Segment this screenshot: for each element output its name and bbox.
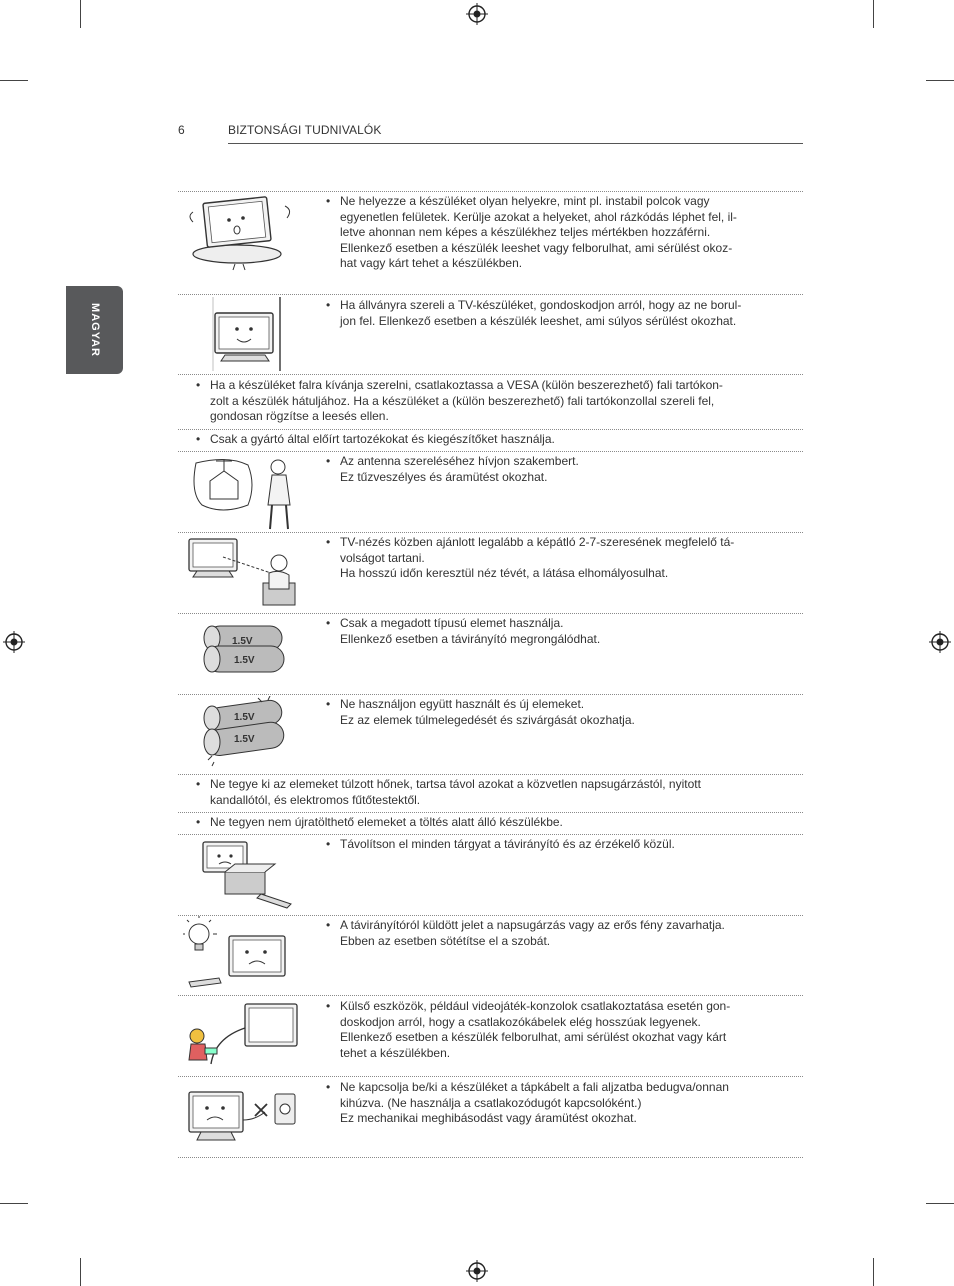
row-divider [178, 834, 803, 835]
safety-item: • Az antenna szereléséhez hívjon szakembert. Ez tűzveszélyes és áramütést okozhat. [326, 454, 579, 484]
viewing-distance-illustration [183, 533, 298, 611]
safety-item: • Ha állványra szereli a TV-készüléket, gondoskodjon arról, hogy az ne borul- jon fel. Ellenkező esetben a készülék leeshet, ami súlyos sérülést okozhat. [326, 298, 742, 328]
row-divider [178, 995, 803, 996]
row-divider [178, 451, 803, 452]
safety-item: • Ne tegye ki az elemeket túlzott hőnek, tartsa távol azokat a közvetlen napsugárzástól, nyitott kandallótól, és elektromos fűtőtestektől. [196, 777, 701, 807]
bullet-icon: • [326, 999, 331, 1013]
tv-on-stand-illustration [195, 295, 295, 373]
bullet-icon: • [326, 454, 331, 468]
safety-item: • Ne helyezze a készüléket olyan helyekre, mint pl. instabil polcok vagy egyenetlen felületek. Kerülje azokat a helyeket, ahol rázkódás léphet fel, il- letve ahonnan nem képes a készülékhez teljes mértékben hozzáférni. Ellenkező esetben a készülék leeshet vagy felborulhat, ami sérülést okoz- hat vagy kárt tehet a készülékben. [326, 194, 737, 271]
row-divider [178, 774, 803, 775]
remote-obstruction-illustration [195, 838, 300, 910]
row-divider [178, 374, 803, 375]
crop-mark [0, 80, 28, 81]
row-divider [178, 613, 803, 614]
registration-mark-icon [929, 631, 951, 653]
page-number: 6 [178, 123, 185, 137]
bullet-icon: • [326, 194, 331, 208]
bullet-icon: • [196, 777, 201, 791]
crop-mark [80, 1258, 81, 1286]
safety-item: • Ha a készüléket falra kívánja szerelni, csatlakoztassa a VESA (külön beszerezhető) fali tartókon- zolt a készülék hátuljához. Ha a készüléket a (külön beszerezhető) fali tartókonzollal szereli fel, gondosan rögzítse a leesés ellen. [196, 378, 723, 424]
row-divider [178, 429, 803, 430]
unstable-tv-illustration [185, 192, 300, 274]
game-console-cable-illustration [183, 998, 301, 1072]
mixed-batteries-illustration [198, 696, 290, 768]
bullet-icon: • [326, 535, 331, 549]
safety-item: • Ne tegyen nem újratölthető elemeket a töltés alatt álló készülékbe. [196, 815, 563, 829]
bullet-icon: • [326, 616, 331, 630]
safety-item: • Csak a megadott típusú elemet használja. Ellenkező esetben a távirányító megrongálódhat. [326, 616, 601, 646]
registration-mark-icon [466, 1260, 488, 1282]
section-title: BIZTONSÁGI TUDNIVALÓK [228, 123, 382, 137]
bullet-icon: • [196, 432, 201, 446]
bullet-icon: • [326, 837, 331, 851]
crop-mark [0, 1203, 28, 1204]
header-divider [228, 143, 803, 144]
safety-item: • Ne használjon együtt használt és új elemeket. Ez az elemek túlmelegedését és szivárgását okozhatja. [326, 697, 635, 727]
crop-mark [873, 1258, 874, 1286]
safety-item: • Távolítson el minden tárgyat a távirányító és az érzékelő közül. [326, 837, 675, 851]
language-tab-label: MAGYAR [88, 303, 101, 357]
sunlight-interference-illustration [183, 916, 298, 994]
antenna-installer-illustration [188, 453, 298, 531]
row-divider [178, 812, 803, 813]
row-divider [178, 694, 803, 695]
safety-item: • TV-nézés közben ajánlott legalább a képátló 2-7-szeresének megfelelő tá- volságot tartani. Ha hosszú időn keresztül néz tévét, a látása elhomályosulhat. [326, 535, 735, 581]
bullet-icon: • [326, 298, 331, 312]
bullet-icon: • [326, 697, 331, 711]
bullet-icon: • [196, 815, 201, 829]
crop-mark [873, 0, 874, 28]
bullet-icon: • [326, 1080, 331, 1094]
battery-label: 1.5V [234, 655, 255, 666]
battery-label: 1.5V [234, 712, 255, 723]
batteries-illustration [198, 622, 290, 678]
row-divider [178, 1157, 803, 1158]
safety-item: • Csak a gyártó által előírt tartozékokat és kiegészítőket használja. [196, 432, 555, 446]
bullet-icon: • [326, 918, 331, 932]
row-divider [178, 1076, 803, 1077]
crop-mark [926, 80, 954, 81]
language-tab [66, 286, 123, 374]
registration-mark-icon [3, 631, 25, 653]
crop-mark [80, 0, 81, 28]
safety-item: • Külső eszközök, például videojáték-konzolok csatlakoztatása esetén gon- doskodjon arról, hogy a csatlakozókábelek elég hosszúak legyenek. Ellenkező esetben a készülék felborulhat, ami sérülést okozhat vagy kárt tehet a készülékben. [326, 999, 731, 1060]
crop-mark [926, 1203, 954, 1204]
battery-label: 1.5V [232, 636, 253, 647]
safety-item: • A távirányítóról küldött jelet a napsugárzás vagy az erős fény zavarhatja. Ebben az esetben sötétítse el a szobát. [326, 918, 725, 948]
safety-item: • Ne kapcsolja be/ki a készüléket a tápkábelt a fali aljzatba bedugva/onnan kihúzva. (Ne használja a csatlakozódugót kapcsolóként.) Ez mechanikai meghibásodást vagy áramütést okozhat. [326, 1080, 729, 1126]
power-cord-illustration [185, 1084, 300, 1150]
bullet-icon: • [196, 378, 201, 392]
battery-label: 1.5V [234, 734, 255, 745]
registration-mark-icon [466, 3, 488, 25]
